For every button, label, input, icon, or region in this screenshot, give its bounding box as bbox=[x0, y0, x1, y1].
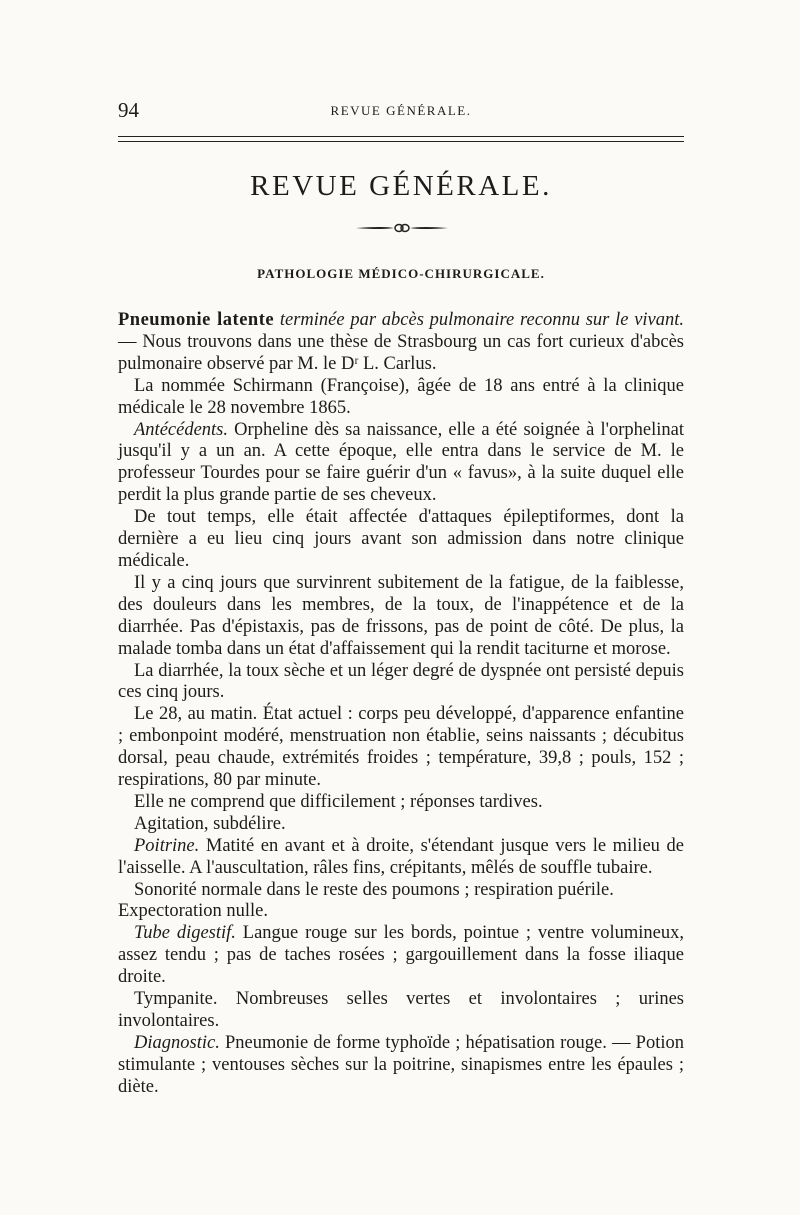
paragraph-text: Le 28, au matin. État actuel : corps peu développé, d'apparence enfantine ; embonpoint modéré, menstruation non établie, seins naissants ; décubitus dorsal, peau chaude, extrémités froides ; température, 39,8 ; pouls, 152 ; respirations, 80 par minute. bbox=[118, 704, 684, 791]
ornament-divider bbox=[352, 222, 452, 234]
paragraph-text: De tout temps, elle était affectée d'attaques épileptiformes, dont la dernière a eu lieu cinq jours avant son admission dans notre clinique médicale. bbox=[118, 507, 684, 571]
paragraph-label: Antécédents. bbox=[134, 419, 228, 440]
paragraph bbox=[118, 989, 684, 1033]
header-rule-top bbox=[118, 136, 684, 137]
article-intro bbox=[118, 310, 684, 376]
article-body bbox=[118, 310, 684, 1099]
paragraph bbox=[118, 792, 684, 814]
paragraph-text: Expectoration nulle. bbox=[118, 901, 269, 922]
paragraph-text: Matité en avant et à droite, s'étendant jusque vers le milieu de l'aisselle. A l'auscultation, râles fins, crépitants, mêlés de souffle tubaire. bbox=[118, 835, 684, 878]
paragraph bbox=[118, 573, 684, 661]
paragraph-label: Tube digestif. bbox=[134, 923, 236, 944]
paragraph bbox=[118, 901, 684, 923]
paragraph-text: Agitation, subdélire. bbox=[134, 813, 286, 834]
paragraph-text: Sonorité normale dans le reste des poumons ; respiration puérile. bbox=[134, 879, 614, 900]
paragraph bbox=[118, 507, 684, 573]
article-lead: Pneumonie latente bbox=[118, 310, 275, 330]
article-intro-text: — Nous trouvons dans une thèse de Strasbourg un cas fort curieux d'abcès pulmonaire observé par M. le Dʳ L. Carlus. bbox=[118, 331, 684, 374]
paragraph-text: Il y a cinq jours que survinrent subitement de la fatigue, de la faiblesse, des douleurs dans les membres, de la toux, de l'inappétence et de la diarrhée. Pas d'épistaxis, pas de frissons, pas de point de côté. De plus, la malade tomba dans un état d'affaissement qui la rendit taciturne et morose. bbox=[118, 572, 684, 659]
paragraph bbox=[118, 814, 684, 836]
paragraph bbox=[118, 880, 684, 902]
article-lead-italic: terminée par abcès pulmonaire reconnu sur le vivant. bbox=[279, 310, 685, 330]
section-heading: PATHOLOGIE MÉDICO-CHIRURGICALE. bbox=[257, 266, 545, 281]
page-title: REVUE GÉNÉRALE. bbox=[250, 170, 552, 202]
paragraph-text: La diarrhée, la toux sèche et un léger degré de dyspnée ont persisté depuis ces cinq jours. bbox=[118, 660, 684, 703]
paragraph-text: Pneumonie de forme typhoïde ; hépatisation rouge. — Potion stimulante ; ventouses sèches sur la poitrine, sinapismes entre les épaules ; diète. bbox=[118, 1032, 684, 1097]
paragraph bbox=[118, 661, 684, 705]
paragraph bbox=[118, 704, 684, 792]
running-header bbox=[118, 98, 684, 124]
paragraph bbox=[118, 420, 684, 508]
page-number: 94 bbox=[118, 98, 139, 122]
paragraph-text: Langue rouge sur les bords, pointue ; ventre volumineux, assez tendu ; pas de taches rosées ; gargouillement dans la fosse iliaque droite. bbox=[118, 923, 684, 988]
paragraph bbox=[118, 923, 684, 989]
paragraph-text: Tympanite. Nombreuses selles vertes et involontaires ; urines involontaires. bbox=[118, 989, 684, 1031]
running-title: REVUE GÉNÉRALE. bbox=[330, 103, 472, 118]
paragraph-label: Diagnostic. bbox=[134, 1032, 220, 1053]
header-rule-bottom bbox=[118, 141, 684, 142]
paragraph-text: Orpheline dès sa naissance, elle a été soignée à l'orphelinat jusqu'il y a un an. A cette époque, elle entra dans le service de M. le professeur Tourdes pour se faire guérir d'un « favus», à la suite duquel elle perdit la plus grande partie de ses cheveux. bbox=[118, 419, 684, 506]
paragraph bbox=[118, 376, 684, 420]
paragraph-text: La nommée Schirmann (Françoise), âgée de 18 ans entré à la clinique médicale le 28 novembre 1865. bbox=[118, 375, 684, 418]
paragraph bbox=[118, 836, 684, 880]
paragraph-text: Elle ne comprend que difficilement ; réponses tardives. bbox=[134, 791, 543, 812]
paragraph bbox=[118, 1033, 684, 1099]
paragraph-label: Poitrine. bbox=[134, 835, 200, 856]
